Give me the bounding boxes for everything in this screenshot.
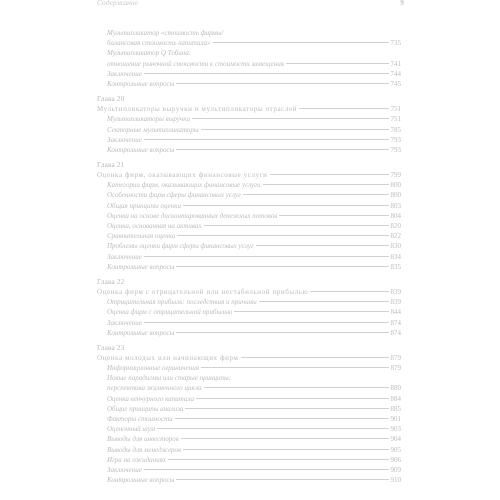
toc-entry[interactable] (97, 363, 401, 373)
toc-entry[interactable] (97, 114, 401, 124)
toc-entry[interactable] (97, 307, 401, 317)
toc-page-number: 901 (390, 415, 401, 423)
toc-entry-label: Новые парадигмы или старые принципы: (107, 374, 232, 383)
leader-line (181, 438, 389, 439)
toc-entry[interactable] (97, 211, 401, 221)
toc-entry-text: Мультипликатор Q Тобина: (107, 49, 192, 58)
leader-line (213, 42, 389, 43)
toc-entry-label: Мультипликаторы выручки (107, 115, 191, 124)
leader-line (196, 398, 389, 399)
toc-entry-label: Контрольные вопросы (107, 328, 175, 337)
leader-line (176, 479, 388, 480)
leader-line (201, 367, 389, 368)
leader-line (256, 245, 389, 246)
toc-entry-label: Заключение (107, 465, 142, 474)
toc-page-number: 909 (390, 465, 401, 474)
toc-page-number: 830 (390, 242, 401, 251)
toc-page-number: 880 (390, 384, 401, 393)
leader-line (185, 408, 388, 409)
toc-entry-label: Игра на ожиданиях (107, 455, 166, 464)
leader-line (204, 387, 389, 388)
leader-line (144, 322, 389, 323)
toc-page-number: 820 (390, 222, 401, 230)
toc-entry-label: Выводы для инвесторов (107, 435, 179, 444)
toc-entry-label: Контрольные вопросы (107, 145, 175, 154)
toc-page-number: 910 (390, 476, 401, 485)
leader-line (176, 83, 388, 84)
toc-entry-label: Оценка фирм с отрицательной прибылью (107, 308, 233, 317)
toc-entry[interactable] (97, 190, 401, 200)
leader-line (234, 311, 388, 312)
leader-line (201, 129, 389, 130)
toc-page-number: 735 (390, 39, 401, 48)
toc-entry-label: Сравнительная оценка (107, 232, 176, 241)
leader-line (144, 256, 389, 257)
leader-line (279, 215, 388, 216)
toc-page-number: 879 (390, 364, 401, 373)
toc-entry-text: Мультипликатор «стоимость фирмы/ (107, 29, 224, 37)
toc-entry-label: Оценка фирм с отрицательной или нестабильной прибылью (97, 287, 309, 296)
toc-entry-label: Информационные ограничения (107, 364, 199, 373)
leader-line (175, 418, 389, 419)
toc-entry[interactable] (97, 318, 401, 328)
toc-page-number: 822 (390, 232, 401, 241)
leader-line (299, 108, 388, 109)
toc-page-number: 904 (390, 435, 401, 444)
toc-page-number: 834 (390, 252, 401, 261)
toc-page-number: 885 (390, 404, 401, 413)
chapter-label: Глава 23 (97, 343, 125, 352)
toc-entry[interactable] (97, 69, 401, 79)
running-head (97, 0, 404, 7)
toc-entry[interactable] (97, 475, 401, 485)
leader-line (310, 291, 388, 292)
leader-line (177, 235, 388, 236)
chapter-label: Глава 20 (97, 95, 125, 104)
toc-page-number: 800 (390, 181, 401, 190)
toc-entry[interactable] (97, 394, 401, 404)
toc-entry[interactable] (97, 231, 401, 241)
toc-page-number: 785 (390, 125, 401, 134)
toc-entry[interactable] (97, 79, 401, 89)
toc-entry[interactable] (97, 145, 401, 155)
toc-entry-label: Оценка венчурного капитала (107, 394, 194, 403)
toc-page-number: 884 (390, 394, 401, 403)
leader-line (243, 194, 389, 195)
toc-entry-label: Заключение (107, 252, 142, 261)
leader-line (144, 469, 389, 470)
leader-line (263, 184, 389, 185)
toc-entry-label: Оценка, основанная на активах (107, 222, 202, 230)
toc-entry[interactable] (97, 59, 401, 69)
toc-entry[interactable] (97, 424, 401, 434)
toc-entry[interactable] (97, 125, 401, 135)
leader-line (157, 428, 388, 429)
toc-page-number: 751 (390, 105, 401, 114)
leader-line (144, 73, 389, 74)
toc-entry[interactable] (97, 135, 401, 145)
toc-entry-label: Выводы для менеджеров (107, 445, 182, 454)
toc-entry-label: балансовая стоимость капитала» (107, 39, 211, 48)
toc-page-number: 745 (390, 79, 401, 88)
running-head-title: Содержание (97, 0, 138, 7)
toc-entry-label: Отрицательная прибыль: последствия и причины (107, 298, 257, 307)
toc-entry[interactable] (97, 465, 401, 475)
toc-entry[interactable] (97, 414, 401, 424)
toc-page-number: 803 (390, 201, 401, 210)
toc-page-number: 905 (390, 445, 401, 454)
leader-line (183, 449, 388, 450)
toc-entry[interactable] (97, 383, 401, 393)
toc-entry[interactable] (97, 241, 401, 251)
toc-page-number: 799 (390, 171, 401, 180)
leader-line (176, 332, 388, 333)
toc-page-number: 793 (390, 145, 401, 154)
toc-entry-label: Контрольные вопросы (107, 262, 175, 271)
toc-entry-label: перспектива жизненного цикла (107, 384, 202, 393)
leader-line (270, 174, 389, 175)
toc-entry[interactable] (97, 221, 401, 231)
chapter-label: Глава 22 (97, 277, 125, 286)
toc-entry[interactable] (97, 455, 401, 465)
toc-entry[interactable] (97, 434, 401, 444)
toc-entry-label: Оценка фирм, оказывающих финансовые услуги (97, 171, 268, 180)
leader-line (241, 357, 389, 358)
toc-page-number: 874 (390, 328, 401, 337)
toc-entry-label: Контрольные вопросы (107, 476, 175, 485)
toc-entry-label: Проблемы оценки фирм сферы финансовых услуг (107, 242, 254, 251)
toc-entry[interactable] (97, 252, 401, 262)
chapter-title-entry[interactable] (97, 287, 401, 297)
toc-entry-label: Заключение (107, 69, 142, 78)
toc-entry-label: Факторы стоимости (107, 415, 173, 423)
toc-page-number: 751 (390, 115, 401, 124)
chapter-title-entry[interactable] (97, 170, 401, 180)
toc-entry-label: Заключение (107, 135, 142, 144)
toc-entry-label: Оценка на основе дисконтированных денежных потоков (107, 211, 278, 220)
toc-entry-label: Контрольные вопросы (107, 79, 175, 88)
toc-entry[interactable] (97, 404, 401, 414)
toc-page-number: 741 (390, 59, 401, 68)
toc-entry-label: Особенности фирм сферы финансовых услуг (107, 191, 241, 200)
toc-entry-label: Заключение (107, 318, 142, 327)
toc-page-number: 835 (390, 262, 401, 271)
toc-entry[interactable] (97, 297, 401, 307)
leader-line (168, 459, 389, 460)
toc-entry-label: Оценочный шум (107, 425, 156, 434)
toc-entry[interactable] (97, 201, 401, 211)
leader-line (259, 301, 389, 302)
toc-page-number: 906 (390, 455, 401, 464)
toc-page-number: 804 (390, 211, 401, 220)
toc-entry[interactable] (97, 38, 401, 48)
toc-page-number: 874 (390, 318, 401, 327)
toc-page-number: 839 (390, 287, 401, 296)
toc-entry[interactable] (97, 180, 401, 190)
toc-entry-label: Общая принципы оценки (107, 201, 182, 210)
leader-line (204, 225, 389, 226)
leader-line (144, 139, 389, 140)
toc-entry[interactable] (97, 373, 401, 383)
leader-line (192, 118, 388, 119)
toc-entry[interactable] (97, 328, 401, 338)
toc-page-number: 744 (390, 69, 401, 78)
toc-page-number: 839 (390, 298, 401, 307)
page-number: 9 (400, 0, 404, 7)
toc-entry[interactable] (97, 262, 401, 272)
toc-entry-label: Общие принципы анализа (107, 404, 184, 413)
leader-line (176, 266, 388, 267)
toc-page-number: 879 (390, 353, 401, 362)
toc-entry-label: Категории фирм, оказывающих финансовые услуги (107, 181, 261, 190)
chapter-title-entry[interactable] (97, 353, 401, 363)
toc-page-number: 844 (390, 308, 401, 317)
chapter-title-entry[interactable] (97, 104, 401, 114)
toc-entry-label: Секторные мультипликаторы (107, 125, 199, 134)
toc-page-number: 793 (390, 135, 401, 144)
leader-line (286, 63, 388, 64)
toc-entry-label: Мультипликаторы выручки и мультипликаторы отраслей (97, 105, 298, 114)
table-of-contents (97, 28, 401, 485)
leader-line (176, 149, 388, 150)
toc-entry-label: отношение рыночной стоимости к стоимости замещения (107, 59, 285, 68)
toc-entry-label: Оценка молодых или начинающих фирм (97, 353, 239, 362)
toc-entry[interactable] (97, 445, 401, 455)
leader-line (183, 205, 388, 206)
toc-page-number: 903 (390, 425, 401, 434)
toc-page-number: 800 (390, 191, 401, 200)
chapter-label: Глава 21 (97, 161, 125, 170)
